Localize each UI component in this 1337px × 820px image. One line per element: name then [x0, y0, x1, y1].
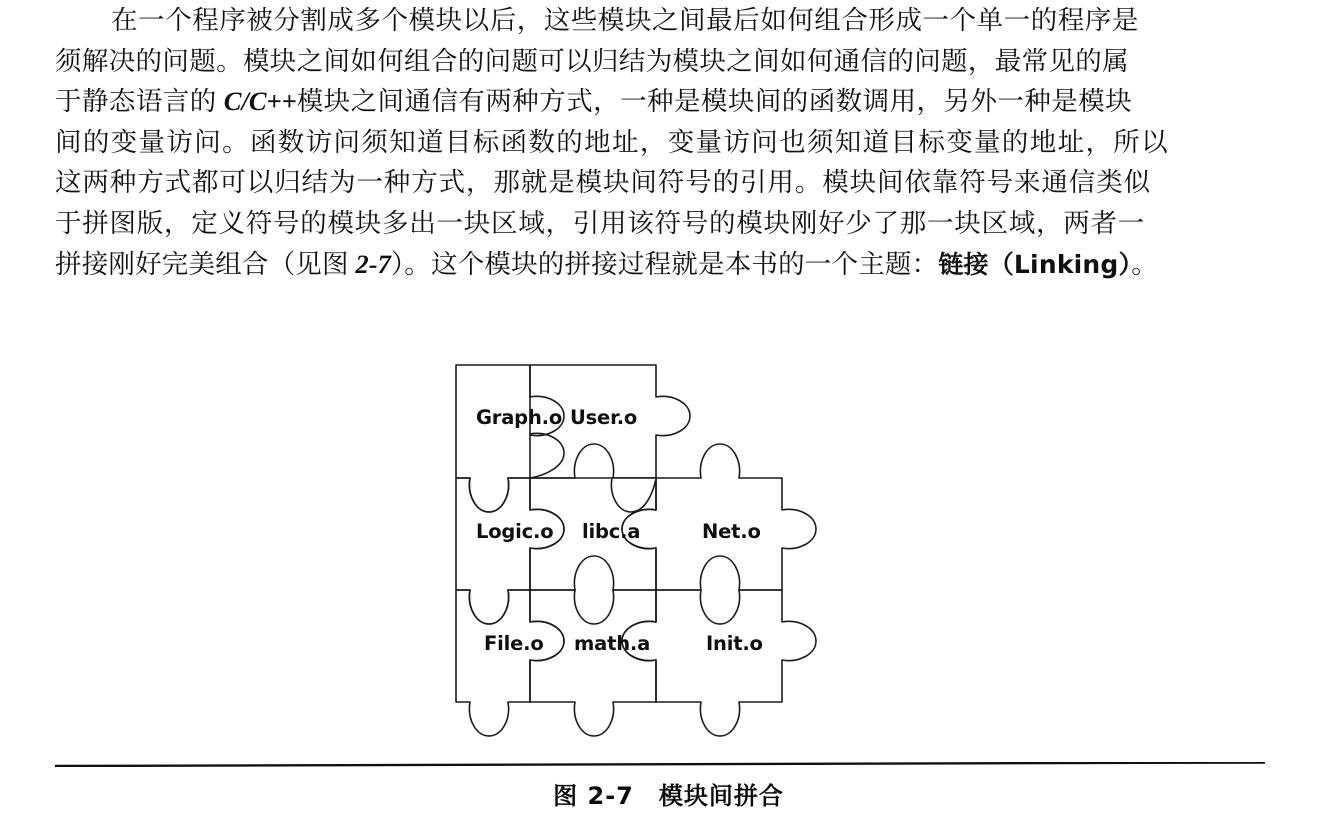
text-line-5: 这两种方式都可以归结为一种方式，那就是模块间符号的引用。模块间依靠符号来通信类似: [55, 167, 1151, 198]
figure-reference: 2-7: [355, 248, 391, 279]
piece-label-file-o: File.o: [484, 632, 544, 655]
text-line-6: 于拼图版，定义符号的模块多出一块区域，引用该符号的模块刚好少了那一块区域，两者一: [55, 207, 1145, 238]
text-line-7-middle: ）。这个模块的拼接过程就是本书的一个主题：: [390, 248, 939, 279]
piece-label-math-a: math.a: [574, 632, 651, 655]
figure-caption: 图 2-7 模块间拼合: [553, 782, 784, 810]
inline-code-c-cpp: C/C++: [223, 86, 297, 117]
keyword-linking-latin: （Linking）: [988, 249, 1132, 279]
text-line-7-end: 。: [1131, 248, 1158, 279]
piece-label-net-o: Net.o: [702, 520, 761, 543]
piece-file-o-outline: [456, 590, 564, 736]
text-line-4: 间的变量访问。函数访问须知道目标函数的地址，变量访问也须知道目标变量的地址，所以: [55, 126, 1169, 157]
text-line-3: [55, 81, 1259, 122]
body-paragraph: [55, 0, 1259, 284]
keyword-linking-cjk: 链接: [938, 249, 989, 279]
figure-2-7-jigsaw: [430, 350, 900, 750]
piece-label-logic-o: Logic.o: [476, 520, 554, 543]
jigsaw-diagram: [430, 350, 900, 750]
piece-logic-o-outline: [456, 478, 564, 624]
piece-label-libc-a: libc.a: [582, 520, 641, 543]
rule-line: [55, 763, 1265, 767]
horizontal-rule: [55, 762, 1265, 767]
text-line-7: [55, 244, 1259, 285]
piece-label-graph-o: Graph.o: [476, 406, 563, 429]
piece-label-init-o: Init.o: [706, 632, 763, 655]
text-line-3-after: 模块之间通信有两种方式，一种是模块间的函数调用，另外一种是模块: [296, 86, 1133, 117]
piece-label-user-o: User.o: [570, 406, 638, 429]
text-line-2: 须解决的问题。模块之间如何组合的问题可以归结为模块之间如何通信的问题，最常见的属: [55, 45, 1129, 76]
text-line-7-before: 拼接刚好完美组合（见图: [55, 248, 356, 279]
text-line-3-before: 于静态语言的: [55, 86, 224, 117]
text-line-1: 在一个程序被分割成多个模块以后，这些模块之间最后如何组合形成一个单一的程序是: [111, 5, 1139, 35]
piece-graph-o-outline: [456, 365, 564, 512]
